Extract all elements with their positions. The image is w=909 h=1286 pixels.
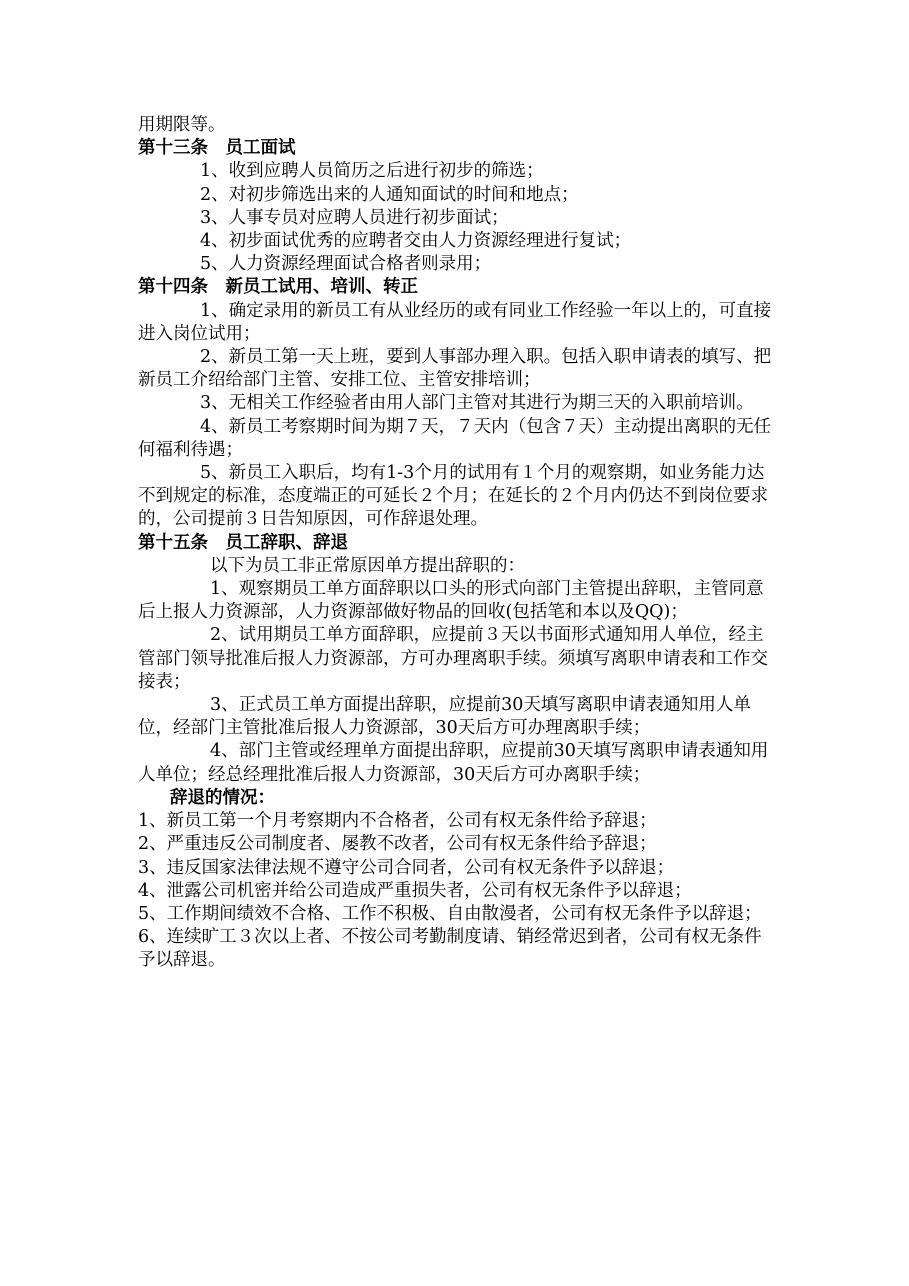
article-13-heading: 第十三条 员工面试 (138, 138, 296, 159)
intro-tail-text: 用期限等。 (138, 115, 226, 135)
article-14-heading: 第十四条 新员工试用、培训、转正 (138, 277, 418, 298)
article-14-item: 3、无相关工作经验者由用人部门主管对其进行为期三天的入职前培训。 (200, 393, 754, 414)
article-15-item: 4、部门主管或经理单方面提出辞职，应提前30天填写离职申请表通知用人单位；经总经理批准后报人力资源部，30天后方可办离职手续； (138, 741, 769, 785)
dismissal-item: 4、泄露公司机密并给公司造成严重损失者，公司有权无条件予以辞退； (138, 880, 692, 901)
article-14-item: 5、新员工入职后，均有1-3个月的试用有１个月的观察期，如业务能力达不到规定的标准，态度端正的可延长２个月；在延长的２个月内仍达不到岗位要求的，公司提前３日告知原因，可作辞退处理。 (138, 463, 768, 530)
document-body (138, 114, 778, 973)
dismissal-item: 3、违反国家法律法规不遵守公司合同者，公司有权无条件予以辞退； (138, 857, 675, 878)
dismissal-item: 5、工作期间绩效不合格、工作不积极、自由散漫者，公司有权无条件予以辞退； (138, 903, 762, 924)
article-14-item: 1、确定录用的新员工有从业经历的或有同业工作经验一年以上的，可直接进入岗位试用； (138, 300, 772, 344)
article-15-heading: 第十五条 员工辞职、辞退 (138, 532, 348, 553)
article-13-item: 4、初步面试优秀的应聘者交由人力资源经理进行复试； (200, 231, 632, 252)
article-14-item: 2、新员工第一天上班，要到人事部办理入职。包括入职申请表的填写、把新员工介绍给部门主管、安排工位、主管安排培训； (138, 347, 772, 391)
article-15-item: 1、观察期员工单方面辞职以口头的形式向部门主管提出辞职，主管同意后上报人力资源部，人力资源部做好物品的回收(包括笔和本以及QQ)； (138, 579, 764, 623)
article-13-item: 5、人力资源经理面试合格者则录用； (200, 254, 492, 275)
dismissal-item: 6、连续旷工３次以上者、不按公司考勤制度请、销经常迟到者，公司有权无条件予以辞退。 (138, 927, 762, 971)
dismissal-item: 1、新员工第一个月考察期内不合格者，公司有权无条件给予辞退； (138, 811, 657, 832)
article-13-item: 1、收到应聘人员简历之后进行初步的筛选； (200, 161, 544, 182)
article-13-item: 2、对初步筛选出来的人通知面试的时间和地点； (200, 184, 579, 205)
article-15-item: 2、试用期员工单方面辞职，应提前３天以书面形式通知用人单位，经主管部门领导批准后报人力资源部，方可办理离职手续。须填写离职申请表和工作交接表； (138, 625, 768, 692)
article-15-item: 3、正式员工单方面提出辞职，应提前30天填写离职申请表通知用人单位，经部门主管批准后报人力资源部，30天后方可办理离职手续； (138, 695, 751, 739)
dismissal-heading: 辞退的情况： (170, 787, 275, 808)
article-14-item: 4、新员工考察期时间为期７天，７天内（包含７天）主动提出离职的无任何福利待遇； (138, 416, 772, 460)
dismissal-item: 2、严重违反公司制度者、屡教不改者，公司有权无条件给予辞退； (138, 834, 657, 855)
article-15-lead: 以下为员工非正常原因单方提出辞职的： (210, 555, 525, 576)
article-13-item: 3、人事专员对应聘人员进行初步面试； (200, 207, 509, 228)
